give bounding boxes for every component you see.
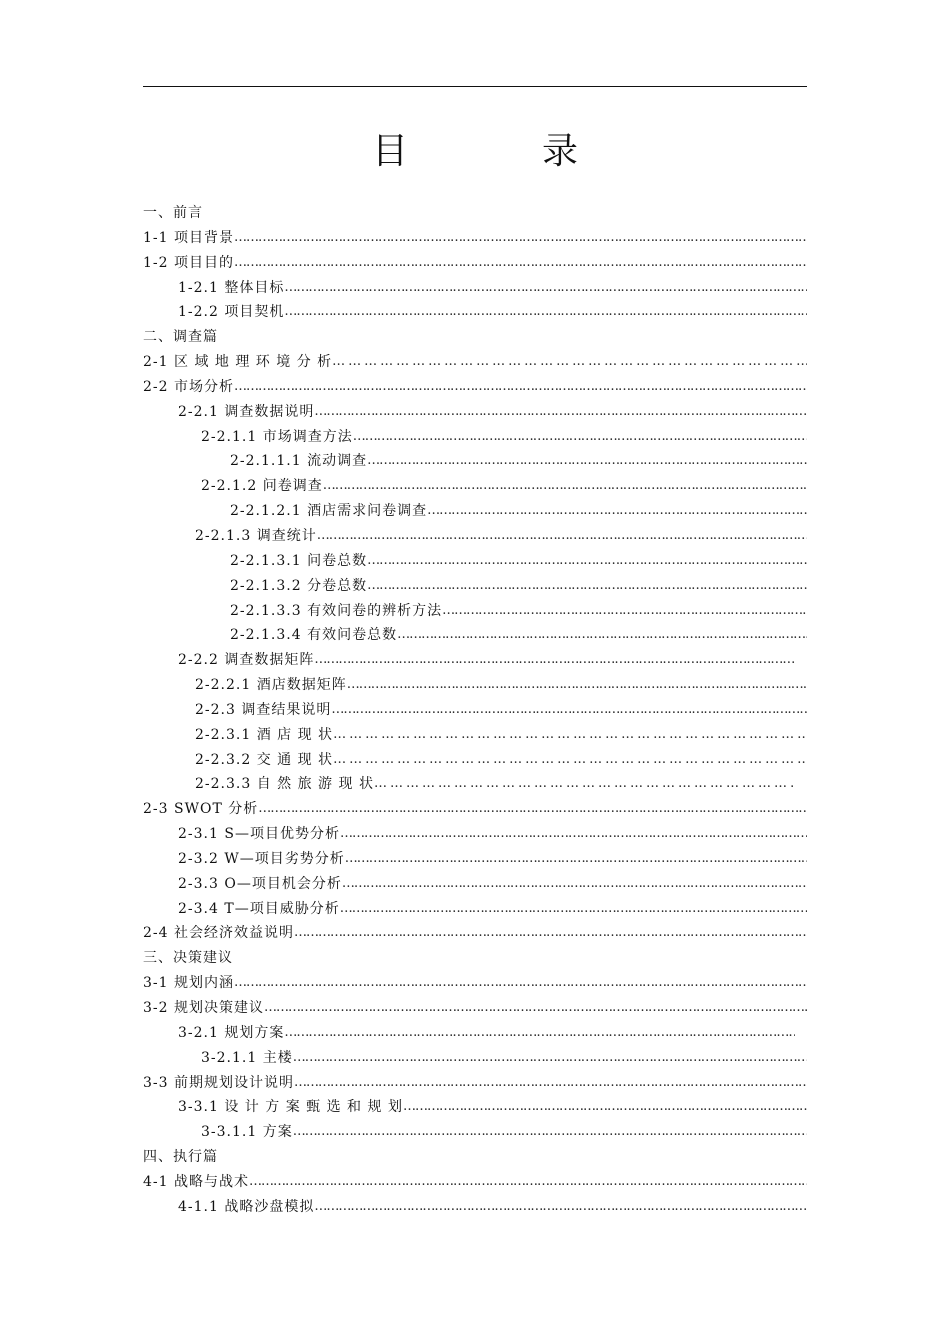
toc-leader-dots — [294, 1071, 807, 1096]
toc-entry[interactable] — [143, 300, 807, 325]
table-of-contents — [143, 201, 807, 1220]
toc-entry[interactable] — [143, 474, 807, 499]
page-title — [143, 126, 807, 178]
toc-entry[interactable] — [143, 648, 807, 673]
toc-entry-label: 2-2.1.3 调查统计 — [195, 527, 317, 544]
toc-leader-dots — [249, 1170, 807, 1195]
toc-leader-dots — [427, 499, 807, 524]
toc-entry[interactable] — [143, 574, 807, 599]
toc-entry-label: 2-3 SWOT 分析 — [143, 801, 259, 818]
toc-leader-dots — [340, 897, 807, 922]
toc-entry-label: 3-2 规划决策建议 — [143, 1000, 264, 1016]
toc-entry-label: 2-2.2.1 酒店数据矩阵 — [195, 677, 347, 694]
toc-entry-label: 2-2 市场分析 — [143, 378, 234, 395]
toc-leader-dots — [367, 549, 807, 574]
toc-entry-label: 3-2.1 规划方案 — [178, 1024, 285, 1041]
toc-entry[interactable] — [143, 996, 807, 1021]
toc-entry[interactable] — [143, 822, 807, 847]
toc-entry-label: 2-2.1.1.1 流动调查 — [230, 453, 368, 470]
toc-entry-label: 2-4 社会经济效益说明 — [143, 925, 294, 942]
toc-entry-label: 二、调查篇 — [143, 329, 218, 346]
toc-entry-label: 1-2.2 项目契机 — [178, 304, 285, 321]
toc-entry[interactable] — [143, 226, 807, 251]
title-char-1: 目 — [371, 131, 408, 172]
toc-leader-dots — [353, 425, 807, 450]
toc-leader-dots — [264, 996, 807, 1021]
toc-entry-label: 4-1 战略与战术 — [143, 1173, 249, 1190]
toc-leader-dots — [284, 300, 807, 325]
toc-entry-label: 1-2.1 整体目标 — [178, 279, 285, 296]
toc-leader-dots — [284, 1021, 795, 1046]
toc-entry[interactable] — [143, 549, 807, 574]
toc-entry-label: 2-2.1.2 问卷调查 — [201, 478, 323, 495]
toc-entry-label: 2-2.3 调查结果说明 — [195, 701, 332, 718]
toc-entry-label: 4-1.1 战略沙盘模拟 — [178, 1198, 315, 1215]
toc-entry-label: 2-1 区 域 地 理 环 境 分 析 — [143, 354, 333, 371]
toc-leader-dots — [345, 847, 807, 872]
toc-entry[interactable] — [143, 971, 807, 996]
toc-entry[interactable] — [143, 251, 807, 276]
toc-leader-dots — [347, 673, 807, 698]
toc-entry[interactable] — [143, 1046, 807, 1071]
toc-entry[interactable] — [143, 897, 807, 922]
toc-leader-dots — [293, 1120, 807, 1145]
toc-entry[interactable] — [143, 400, 807, 425]
toc-leader-dots — [367, 574, 807, 599]
toc-entry[interactable] — [143, 449, 807, 474]
toc-entry-label: 3-2.1.1 主楼 — [201, 1049, 293, 1066]
toc-entry-label: 2-2.1.2.1 酒店需求问卷调查 — [230, 503, 428, 520]
toc-entry[interactable] — [143, 350, 807, 375]
toc-leader-dots — [367, 449, 807, 474]
toc-leader-dots — [342, 872, 807, 897]
toc-leader-dots — [258, 797, 807, 822]
toc-entry[interactable] — [143, 748, 807, 773]
toc-entry[interactable] — [143, 425, 807, 450]
toc-entry-label: 2-3.1 S—项目优势分析 — [178, 826, 340, 843]
toc-entry[interactable] — [143, 921, 807, 946]
toc-entry-label: 2-2.3.3 自 然 旅 游 现 状 — [195, 776, 374, 793]
toc-entry[interactable] — [143, 276, 807, 301]
title-char-2: 录 — [541, 131, 578, 172]
toc-leader-dots — [314, 1195, 807, 1220]
toc-leader-dots — [340, 822, 807, 847]
toc-entry[interactable] — [143, 723, 807, 748]
toc-entry-label: 2-2.2 调查数据矩阵 — [178, 652, 315, 669]
toc-entry[interactable] — [143, 1170, 807, 1195]
toc-entry-label: 三、决策建议 — [143, 950, 233, 967]
toc-entry[interactable] — [143, 673, 807, 698]
toc-leader-dots — [293, 1046, 807, 1071]
toc-leader-dots — [234, 375, 807, 400]
toc-leader-dots — [442, 599, 807, 624]
toc-entry-label: 3-3.1 设 计 方 案 甄 选 和 规 划 — [178, 1099, 403, 1116]
toc-leader-dots — [374, 772, 795, 797]
toc-entry-label: 2-2.1.3.2 分卷总数 — [230, 577, 368, 594]
toc-leader-dots — [234, 251, 807, 276]
header-rule — [143, 86, 807, 87]
toc-entry-label: 2-3.3 O—项目机会分析 — [178, 875, 342, 892]
toc-entry[interactable] — [143, 1145, 807, 1170]
toc-entry[interactable] — [143, 1120, 807, 1145]
toc-entry-label: 2-2.3.1 酒 店 现 状 — [195, 726, 334, 743]
toc-entry-label: 2-2.1.3.1 问卷总数 — [230, 552, 368, 569]
toc-entry-label: 四、执行篇 — [143, 1149, 218, 1166]
toc-entry[interactable] — [143, 847, 807, 872]
toc-leader-dots — [333, 748, 807, 773]
toc-entry-label: 2-2.1.1 市场调查方法 — [201, 428, 353, 445]
toc-entry-label: 1-1 项目背景 — [143, 229, 234, 246]
toc-entry[interactable] — [143, 1195, 807, 1220]
toc-entry[interactable] — [143, 1021, 807, 1046]
toc-leader-dots — [331, 698, 807, 723]
toc-leader-dots — [284, 276, 807, 301]
toc-entry[interactable] — [143, 797, 807, 822]
toc-leader-dots — [234, 971, 807, 996]
toc-entry[interactable] — [143, 325, 807, 350]
toc-entry[interactable] — [143, 1095, 807, 1120]
toc-entry-label: 3-1 规划内涵 — [143, 975, 234, 992]
toc-entry-label: 2-3.2 W—项目劣势分析 — [178, 850, 345, 867]
toc-entry-label: 2-3.4 T—项目威胁分析 — [178, 900, 340, 917]
toc-entry-label: 3-3 前期规划设计说明 — [143, 1074, 294, 1091]
toc-entry[interactable] — [143, 872, 807, 897]
toc-entry[interactable] — [143, 375, 807, 400]
toc-entry[interactable] — [143, 499, 807, 524]
toc-leader-dots — [397, 623, 807, 648]
toc-entry[interactable] — [143, 623, 807, 648]
toc-leader-dots — [314, 400, 807, 425]
toc-leader-dots — [294, 921, 807, 946]
toc-entry-label: 2-2.1.3.4 有效问卷总数 — [230, 627, 398, 644]
toc-leader-dots — [332, 350, 807, 375]
toc-entry-label: 2-2.1.3.3 有效问卷的辨析方法 — [230, 602, 443, 619]
toc-entry-label: 1-2 项目目的 — [143, 254, 234, 271]
toc-entry-label: 2-2.1 调查数据说明 — [178, 403, 315, 420]
toc-leader-dots — [403, 1095, 807, 1120]
toc-entry-label: 2-2.3.2 交 通 现 状 — [195, 751, 334, 768]
toc-leader-dots — [317, 524, 807, 549]
toc-leader-dots — [234, 226, 807, 251]
toc-entry-label: 一、前言 — [143, 205, 203, 221]
toc-entry[interactable] — [143, 698, 807, 723]
toc-entry[interactable] — [143, 1071, 807, 1096]
toc-entry[interactable] — [143, 524, 807, 549]
toc-entry[interactable] — [143, 946, 807, 971]
toc-entry[interactable] — [143, 201, 807, 226]
toc-entry[interactable] — [143, 599, 807, 624]
toc-leader-dots — [323, 474, 807, 499]
toc-leader-dots — [314, 648, 795, 673]
toc-leader-dots — [333, 723, 807, 748]
toc-entry-label: 3-3.1.1 方案 — [201, 1124, 293, 1141]
toc-entry[interactable] — [143, 772, 807, 797]
